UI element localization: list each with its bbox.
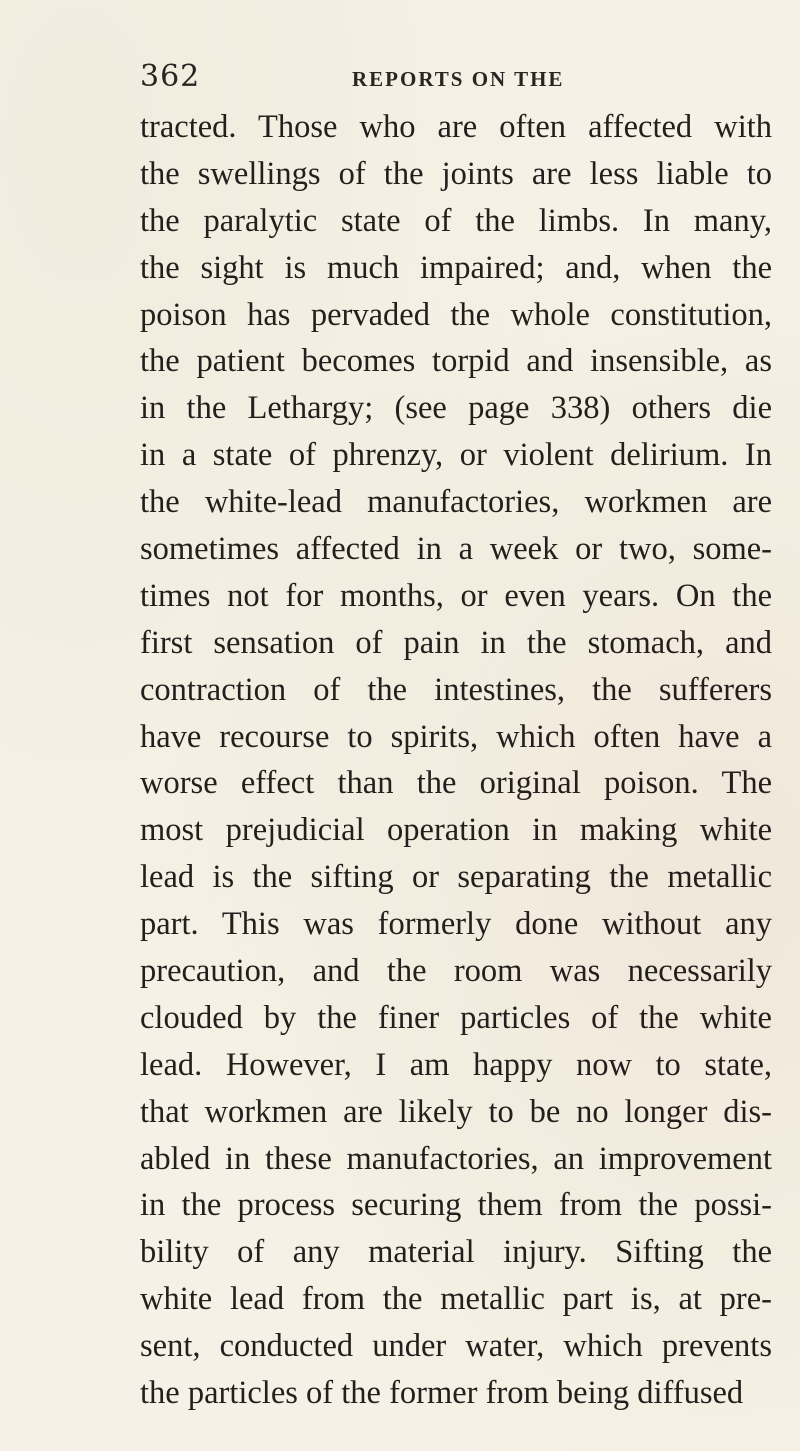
text-line: lead. However, I am happy now to state, (140, 1046, 772, 1083)
text-line: sometimes affected in a week or two, some- (140, 531, 772, 568)
text-line: poison has pervaded the whole constitution, (140, 296, 772, 333)
text-line: in the process securing them from the possi- (140, 1187, 772, 1224)
text-line: times not for months, or even years. On the (140, 577, 772, 614)
text-line: contraction of the intestines, the sufferers (140, 671, 772, 708)
running-title: REPORTS ON THE (352, 67, 565, 91)
text-line: the sight is much impaired; and, when the (140, 249, 772, 286)
text-line: in the Lethargy; (see page 338) others die (140, 390, 772, 427)
text-line: in a state of phrenzy, or violent delirium. In (140, 437, 772, 474)
text-line: sent, conducted under water, which prevents (140, 1328, 772, 1365)
text-line: the white-lead manufactories, workmen are (140, 484, 772, 521)
text-line: that workmen are likely to be no longer dis- (140, 1093, 772, 1130)
text-line: worse effect than the original poison. The (140, 765, 772, 802)
text-line: the patient becomes torpid and insensible, as (140, 343, 772, 380)
text-line: the paralytic state of the limbs. In many, (140, 202, 772, 239)
text-line: clouded by the finer particles of the white (140, 999, 772, 1036)
page-number: 362 (140, 59, 201, 94)
text-line: the swellings of the joints are less liable to (140, 155, 772, 192)
text-line: tracted. Those who are often affected with (140, 109, 772, 145)
text-line: precaution, and the room was necessarily (140, 953, 772, 990)
text-line: part. This was formerly done without any (140, 906, 772, 943)
text-line: the particles of the former from being diffused (140, 1375, 744, 1412)
body-text (140, 104, 772, 1417)
text-line: white lead from the metallic part is, at pre- (140, 1281, 772, 1318)
text-line: abled in these manufactories, an improvement (140, 1140, 772, 1177)
running-head (140, 60, 780, 100)
text-line: lead is the sifting or separating the metallic (140, 859, 772, 896)
text-line: first sensation of pain in the stomach, and (140, 624, 772, 661)
text-line: bility of any material injury. Sifting the (140, 1234, 772, 1271)
text-line: most prejudicial operation in making white (140, 812, 772, 849)
text-line: have recourse to spirits, which often have a (140, 718, 772, 755)
